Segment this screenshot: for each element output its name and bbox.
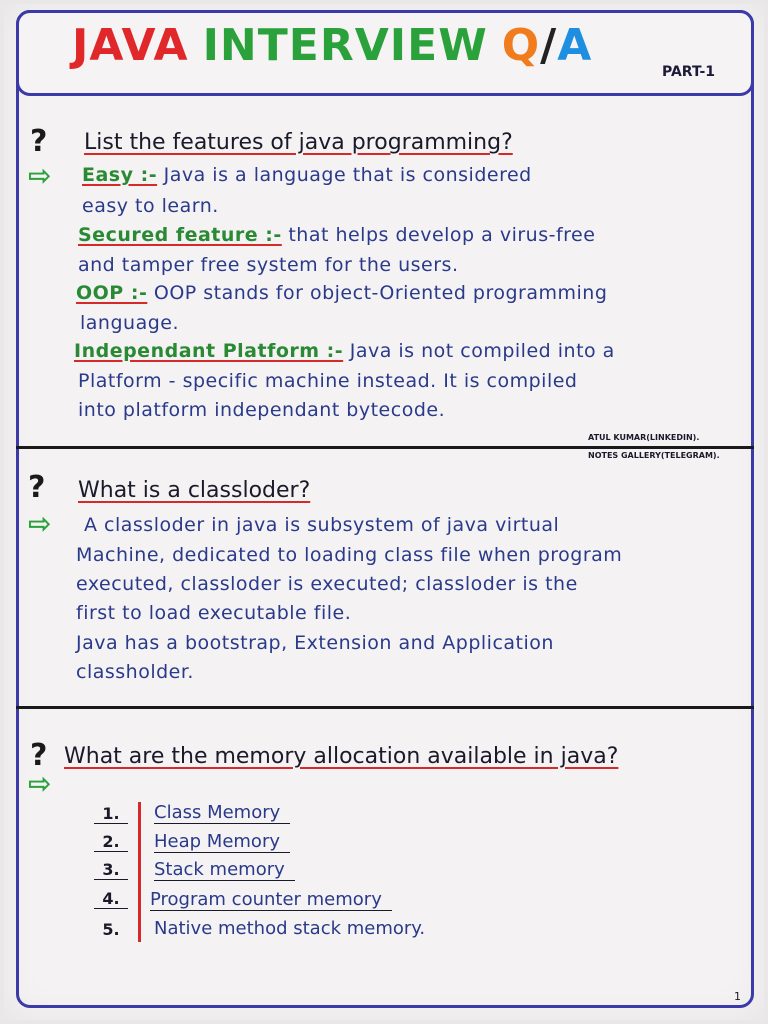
list-item: Class Memory: [154, 802, 290, 824]
q2-line-1: A classloder in java is subsystem of java virtual: [84, 514, 560, 536]
title-a: A: [557, 20, 593, 71]
title-interview: INTERVIEW: [202, 20, 488, 71]
page-border: [16, 10, 754, 1008]
section-divider-1: [16, 446, 754, 449]
list-number: 4.: [94, 889, 128, 909]
list-item: Program counter memory: [150, 889, 392, 911]
list-item: Heap Memory: [154, 831, 290, 853]
q1-line-2: easy to learn.: [82, 195, 219, 217]
list-number: 1.: [94, 804, 128, 824]
q2-line-6: classholder.: [76, 661, 194, 683]
q1-question: List the features of java programming?: [84, 130, 513, 155]
q1-line-8: Platform - specific machine instead. It is compiled: [78, 370, 578, 392]
list-divider-bar: [138, 802, 141, 942]
title-q: Q: [501, 20, 541, 71]
q1-line-1: Easy :- Java is a language that is considered: [82, 164, 532, 186]
list-item: Native method stack memory.: [154, 918, 426, 939]
q2-question: What is a classloder?: [78, 478, 311, 503]
list-number: 5.: [102, 920, 120, 939]
q2-line-5: Java has a bootstrap, Extension and Application: [76, 632, 554, 654]
q1-question-mark: ?: [30, 124, 48, 159]
page-title: [72, 20, 592, 71]
title-java: JAVA: [72, 20, 189, 71]
credit-linkedin: ATUL KUMAR(LINKEDIN).: [588, 433, 700, 442]
q1-line-7: Independant Platform :- Java is not compiled into a: [74, 340, 615, 362]
q2-arrow-icon: ⇨: [28, 507, 52, 540]
q1-line-3: Secured feature :- that helps develop a virus-free: [78, 224, 596, 246]
credit-telegram: NOTES GALLERY(TELEGRAM).: [588, 451, 720, 460]
title-slash: /: [540, 20, 558, 71]
section-divider-2: [16, 706, 754, 709]
q1-line-6: language.: [80, 312, 179, 334]
page-number: 1: [734, 990, 741, 1003]
q2-line-4: first to load executable file.: [76, 602, 352, 624]
q3-arrow-icon: ⇨: [28, 767, 52, 800]
q1-line-9: into platform independant bytecode.: [78, 399, 446, 421]
q2-line-2: Machine, dedicated to loading class file when program: [76, 544, 623, 566]
list-item: Stack memory: [154, 859, 295, 881]
q1-line-5: OOP :- OOP stands for object-Oriented programming: [76, 282, 608, 304]
q2-line-3: executed, classloder is executed; classloder is the: [76, 573, 578, 595]
part-label: PART-1: [662, 64, 716, 80]
list-number: 2.: [94, 832, 128, 852]
q1-arrow-icon: ⇨: [28, 159, 52, 192]
q3-question: What are the memory allocation available in java?: [64, 744, 619, 769]
list-number: 3.: [94, 860, 128, 880]
q1-line-4: and tamper free system for the users.: [78, 254, 459, 276]
q2-question-mark: ?: [28, 470, 46, 505]
q3-question-mark: ?: [30, 738, 48, 773]
